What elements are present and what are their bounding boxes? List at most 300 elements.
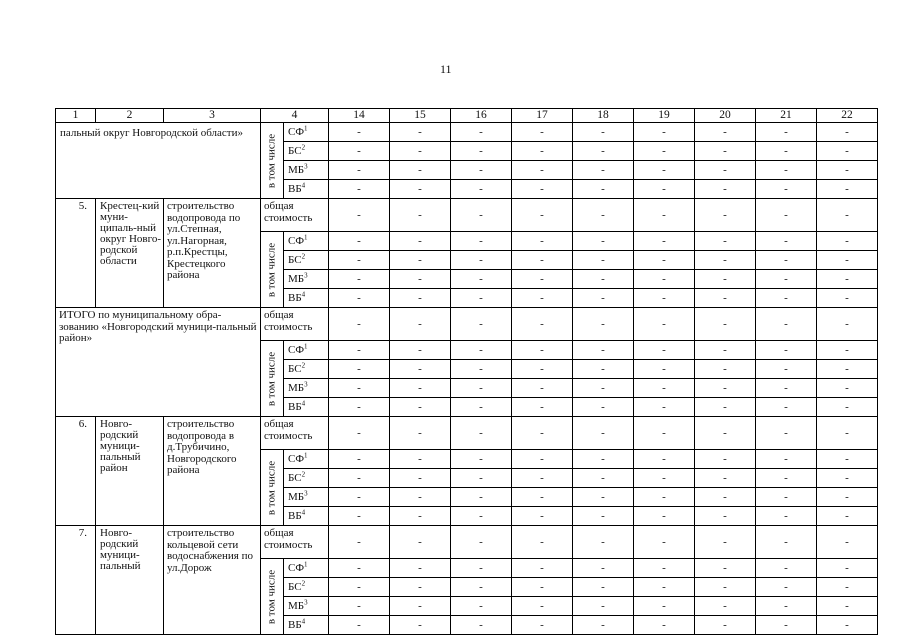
value-cell: -: [634, 450, 695, 469]
fund-vb-label: [284, 289, 329, 308]
value-cell: -: [817, 559, 878, 578]
value-cell: -: [756, 469, 817, 488]
fund-sf-label: [284, 559, 329, 578]
value-cell: -: [756, 232, 817, 251]
fund-code: ВБ: [288, 291, 302, 304]
value-cell: -: [695, 123, 756, 142]
header-cell: 21: [756, 109, 817, 123]
value-cell: -: [634, 180, 695, 199]
value-cell: -: [817, 180, 878, 199]
value-cell: -: [573, 526, 634, 559]
value-cell: -: [634, 488, 695, 507]
value-cell: -: [329, 289, 390, 308]
value-cell: -: [512, 180, 573, 199]
value-cell: -: [695, 308, 756, 341]
value-cell: -: [817, 142, 878, 161]
value-cell: -: [390, 289, 451, 308]
value-cell: -: [817, 123, 878, 142]
value-cell: -: [512, 308, 573, 341]
value-cell: -: [451, 526, 512, 559]
fund-footnote: 4: [301, 507, 306, 516]
value-cell: -: [451, 360, 512, 379]
value-cell: -: [329, 270, 390, 289]
value-cell: -: [573, 616, 634, 635]
value-cell: -: [756, 289, 817, 308]
value-cell: -: [817, 232, 878, 251]
value-cell: -: [390, 526, 451, 559]
financing-table: [55, 108, 878, 635]
fund-footnote: 4: [301, 616, 306, 625]
table-row: [56, 123, 878, 142]
value-cell: -: [512, 142, 573, 161]
fund-footnote: 3: [304, 488, 308, 497]
value-cell: -: [695, 488, 756, 507]
value-cell: -: [695, 360, 756, 379]
value-cell: -: [573, 161, 634, 180]
object-name: строительство водопровода в д.Трубичино, Новгородского района: [164, 417, 261, 526]
value-cell: -: [390, 270, 451, 289]
value-cell: -: [390, 507, 451, 526]
fund-vb-label: [284, 180, 329, 199]
in-including-label: [261, 232, 284, 308]
fund-sf-label: [284, 232, 329, 251]
value-cell: -: [817, 597, 878, 616]
value-cell: -: [817, 469, 878, 488]
value-cell: -: [512, 616, 573, 635]
value-cell: -: [512, 341, 573, 360]
value-cell: -: [573, 597, 634, 616]
value-cell: -: [451, 450, 512, 469]
row-number: 5.: [56, 199, 96, 308]
fund-sf-label: [284, 123, 329, 142]
fund-code: ВБ: [288, 618, 302, 631]
value-cell: -: [573, 360, 634, 379]
value-cell: -: [695, 161, 756, 180]
value-cell: -: [756, 417, 817, 450]
value-cell: -: [451, 161, 512, 180]
value-cell: -: [634, 526, 695, 559]
fund-footnote: 2: [301, 251, 306, 260]
header-cell: 15: [390, 109, 451, 123]
fund-code: БС: [288, 144, 302, 157]
value-cell: -: [756, 559, 817, 578]
value-cell: -: [573, 379, 634, 398]
header-cell: 22: [817, 109, 878, 123]
fund-footnote: 3: [304, 597, 308, 606]
header-cell: 16: [451, 109, 512, 123]
value-cell: -: [573, 270, 634, 289]
fund-mb-label: [284, 161, 329, 180]
value-cell: -: [756, 341, 817, 360]
fund-code: МБ: [288, 272, 305, 285]
value-cell: -: [817, 526, 878, 559]
fund-code: МБ: [288, 490, 305, 503]
value-cell: -: [390, 616, 451, 635]
value-cell: -: [634, 251, 695, 270]
value-cell: -: [695, 270, 756, 289]
fund-code: СФ: [288, 234, 305, 247]
municipality-name: Новго-родский муници-пальный район: [96, 417, 164, 526]
value-cell: -: [573, 469, 634, 488]
table-row: [56, 199, 878, 232]
value-cell: -: [329, 597, 390, 616]
value-cell: -: [695, 559, 756, 578]
value-cell: -: [573, 289, 634, 308]
value-cell: -: [329, 507, 390, 526]
value-cell: -: [573, 123, 634, 142]
value-cell: -: [756, 616, 817, 635]
value-cell: -: [756, 142, 817, 161]
value-cell: -: [695, 526, 756, 559]
fund-footnote: 1: [304, 559, 308, 568]
fund-code: БС: [288, 471, 302, 484]
total-cost-label: общая стоимость: [261, 417, 329, 450]
in-including-text: в том числе: [265, 242, 278, 297]
fund-code: МБ: [288, 599, 305, 612]
value-cell: -: [695, 341, 756, 360]
value-cell: -: [390, 142, 451, 161]
value-cell: -: [756, 308, 817, 341]
value-cell: -: [817, 251, 878, 270]
value-cell: -: [695, 289, 756, 308]
value-cell: -: [451, 507, 512, 526]
value-cell: -: [390, 123, 451, 142]
value-cell: -: [573, 341, 634, 360]
fund-bs-label: [284, 142, 329, 161]
value-cell: -: [329, 578, 390, 597]
value-cell: -: [512, 469, 573, 488]
value-cell: -: [634, 308, 695, 341]
value-cell: -: [512, 161, 573, 180]
value-cell: -: [634, 142, 695, 161]
value-cell: -: [634, 616, 695, 635]
value-cell: -: [329, 142, 390, 161]
value-cell: -: [512, 123, 573, 142]
value-cell: -: [329, 360, 390, 379]
object-name: строительство кольцевой сети водоснабжения по ул.Дорож: [164, 526, 261, 635]
value-cell: -: [512, 597, 573, 616]
value-cell: -: [695, 597, 756, 616]
fund-code: СФ: [288, 561, 305, 574]
value-cell: -: [573, 578, 634, 597]
value-cell: -: [695, 417, 756, 450]
value-cell: -: [390, 450, 451, 469]
value-cell: -: [451, 469, 512, 488]
value-cell: -: [817, 379, 878, 398]
value-cell: -: [817, 289, 878, 308]
header-cell: 4: [261, 109, 329, 123]
fund-footnote: 2: [301, 469, 306, 478]
value-cell: -: [817, 507, 878, 526]
value-cell: -: [451, 616, 512, 635]
header-cell: 17: [512, 109, 573, 123]
continuation-cell: пальный округ Новгородской области»: [56, 123, 261, 199]
value-cell: -: [756, 488, 817, 507]
fund-vb-label: [284, 616, 329, 635]
value-cell: -: [512, 289, 573, 308]
value-cell: -: [817, 488, 878, 507]
value-cell: -: [817, 199, 878, 232]
value-cell: -: [634, 597, 695, 616]
value-cell: -: [756, 270, 817, 289]
value-cell: -: [451, 379, 512, 398]
fund-footnote: 2: [301, 142, 306, 151]
value-cell: -: [451, 559, 512, 578]
value-cell: -: [451, 180, 512, 199]
value-cell: -: [695, 578, 756, 597]
fund-sf-label: [284, 341, 329, 360]
value-cell: -: [512, 450, 573, 469]
value-cell: -: [329, 341, 390, 360]
value-cell: -: [451, 289, 512, 308]
fund-footnote: 3: [304, 270, 308, 279]
value-cell: -: [817, 270, 878, 289]
fund-footnote: 3: [304, 161, 308, 170]
fund-vb-label: [284, 507, 329, 526]
fund-code: ВБ: [288, 182, 302, 195]
value-cell: -: [695, 142, 756, 161]
value-cell: -: [756, 526, 817, 559]
value-cell: -: [512, 360, 573, 379]
fund-footnote: 1: [304, 450, 308, 459]
in-including-text: в том числе: [265, 569, 278, 624]
fund-code: ВБ: [288, 509, 302, 522]
value-cell: -: [695, 398, 756, 417]
page-number: 11: [440, 62, 452, 76]
value-cell: -: [390, 308, 451, 341]
table-row: [56, 308, 878, 341]
value-cell: -: [451, 142, 512, 161]
value-cell: -: [634, 469, 695, 488]
value-cell: -: [512, 417, 573, 450]
value-cell: -: [329, 232, 390, 251]
fund-code: СФ: [288, 452, 305, 465]
value-cell: -: [390, 161, 451, 180]
value-cell: -: [634, 398, 695, 417]
header-row: [56, 109, 878, 123]
value-cell: -: [573, 251, 634, 270]
fund-code: БС: [288, 580, 302, 593]
value-cell: -: [634, 199, 695, 232]
value-cell: -: [817, 161, 878, 180]
value-cell: -: [512, 507, 573, 526]
value-cell: -: [451, 251, 512, 270]
header-cell: 20: [695, 109, 756, 123]
value-cell: -: [695, 616, 756, 635]
fund-mb-label: [284, 379, 329, 398]
fund-sf-label: [284, 450, 329, 469]
value-cell: -: [756, 199, 817, 232]
value-cell: -: [756, 379, 817, 398]
in-including-text: в том числе: [265, 351, 278, 406]
value-cell: -: [634, 270, 695, 289]
header-cell: 1: [56, 109, 96, 123]
in-including-label: [261, 450, 284, 526]
value-cell: -: [451, 341, 512, 360]
fund-bs-label: [284, 251, 329, 270]
fund-footnote: 4: [301, 289, 306, 298]
value-cell: -: [329, 398, 390, 417]
value-cell: -: [512, 578, 573, 597]
value-cell: -: [817, 616, 878, 635]
fund-code: СФ: [288, 343, 305, 356]
table-row: [56, 526, 878, 559]
value-cell: -: [573, 232, 634, 251]
in-including-label: [261, 341, 284, 417]
value-cell: -: [451, 488, 512, 507]
value-cell: -: [817, 417, 878, 450]
header-cell: 3: [164, 109, 261, 123]
value-cell: -: [451, 270, 512, 289]
fund-mb-label: [284, 488, 329, 507]
value-cell: -: [512, 199, 573, 232]
fund-code: СФ: [288, 125, 305, 138]
value-cell: -: [329, 161, 390, 180]
value-cell: -: [756, 450, 817, 469]
fund-footnote: 1: [304, 341, 308, 350]
value-cell: -: [329, 417, 390, 450]
value-cell: -: [390, 597, 451, 616]
value-cell: -: [756, 251, 817, 270]
row-number: 7.: [56, 526, 96, 635]
value-cell: -: [634, 559, 695, 578]
value-cell: -: [634, 360, 695, 379]
value-cell: -: [634, 123, 695, 142]
fund-footnote: 1: [304, 123, 308, 132]
value-cell: -: [817, 308, 878, 341]
value-cell: -: [329, 180, 390, 199]
value-cell: -: [390, 488, 451, 507]
value-cell: -: [634, 417, 695, 450]
in-including-label: [261, 559, 284, 635]
value-cell: -: [817, 398, 878, 417]
fund-footnote: 4: [301, 398, 306, 407]
value-cell: -: [451, 308, 512, 341]
value-cell: -: [695, 199, 756, 232]
municipality-name: Новго-родский муници-пальный: [96, 526, 164, 635]
value-cell: -: [573, 559, 634, 578]
value-cell: -: [634, 507, 695, 526]
header-cell: 19: [634, 109, 695, 123]
value-cell: -: [573, 417, 634, 450]
value-cell: -: [756, 578, 817, 597]
value-cell: -: [451, 578, 512, 597]
value-cell: -: [573, 308, 634, 341]
value-cell: -: [390, 559, 451, 578]
table-row: [56, 417, 878, 450]
value-cell: -: [451, 597, 512, 616]
fund-code: МБ: [288, 381, 305, 394]
value-cell: -: [756, 360, 817, 379]
value-cell: -: [451, 199, 512, 232]
value-cell: -: [329, 123, 390, 142]
value-cell: -: [390, 360, 451, 379]
value-cell: -: [573, 142, 634, 161]
value-cell: -: [573, 488, 634, 507]
value-cell: -: [512, 251, 573, 270]
in-including-label: [261, 123, 284, 199]
value-cell: -: [634, 161, 695, 180]
value-cell: -: [695, 180, 756, 199]
municipality-name: Крестец-кий муни-ципаль-ный округ Новго-родской области: [96, 199, 164, 308]
row-number: 6.: [56, 417, 96, 526]
value-cell: -: [451, 417, 512, 450]
value-cell: -: [390, 578, 451, 597]
fund-mb-label: [284, 597, 329, 616]
in-including-text: в том числе: [265, 133, 278, 188]
value-cell: -: [512, 488, 573, 507]
value-cell: -: [695, 507, 756, 526]
value-cell: -: [817, 341, 878, 360]
value-cell: -: [329, 251, 390, 270]
value-cell: -: [329, 308, 390, 341]
header-cell: 2: [96, 109, 164, 123]
value-cell: -: [817, 450, 878, 469]
value-cell: -: [329, 450, 390, 469]
value-cell: -: [573, 180, 634, 199]
fund-footnote: 4: [301, 180, 306, 189]
value-cell: -: [634, 379, 695, 398]
fund-footnote: 3: [304, 379, 308, 388]
value-cell: -: [695, 450, 756, 469]
fund-mb-label: [284, 270, 329, 289]
total-cost-label: общая стоимость: [261, 308, 329, 341]
value-cell: -: [390, 199, 451, 232]
value-cell: -: [390, 379, 451, 398]
value-cell: -: [695, 379, 756, 398]
value-cell: -: [512, 398, 573, 417]
value-cell: -: [634, 232, 695, 251]
value-cell: -: [634, 578, 695, 597]
fund-bs-label: [284, 578, 329, 597]
object-name: строительство водопровода по ул.Степная, ул.Нагорная, р.п.Крестцы, Крестецкого района: [164, 199, 261, 308]
total-label: ИТОГО по муниципальному обра-зованию «Новгородский муници-пальный район»: [56, 308, 261, 417]
fund-bs-label: [284, 469, 329, 488]
fund-bs-label: [284, 360, 329, 379]
value-cell: -: [390, 180, 451, 199]
fund-code: БС: [288, 253, 302, 266]
fund-footnote: 2: [301, 578, 306, 587]
fund-code: ВБ: [288, 400, 302, 413]
value-cell: -: [390, 341, 451, 360]
value-cell: -: [573, 507, 634, 526]
value-cell: -: [695, 232, 756, 251]
value-cell: -: [817, 578, 878, 597]
total-cost-label: общая стоимость: [261, 199, 329, 232]
value-cell: -: [329, 559, 390, 578]
header-cell: 18: [573, 109, 634, 123]
value-cell: -: [756, 398, 817, 417]
value-cell: -: [756, 161, 817, 180]
value-cell: -: [329, 616, 390, 635]
value-cell: -: [512, 559, 573, 578]
value-cell: -: [390, 417, 451, 450]
value-cell: -: [329, 526, 390, 559]
value-cell: -: [451, 123, 512, 142]
value-cell: -: [512, 379, 573, 398]
value-cell: -: [573, 450, 634, 469]
value-cell: -: [756, 180, 817, 199]
value-cell: -: [573, 398, 634, 417]
value-cell: -: [329, 199, 390, 232]
fund-code: БС: [288, 362, 302, 375]
fund-code: МБ: [288, 163, 305, 176]
value-cell: -: [634, 289, 695, 308]
value-cell: -: [390, 469, 451, 488]
value-cell: -: [573, 199, 634, 232]
value-cell: -: [756, 507, 817, 526]
value-cell: -: [756, 597, 817, 616]
